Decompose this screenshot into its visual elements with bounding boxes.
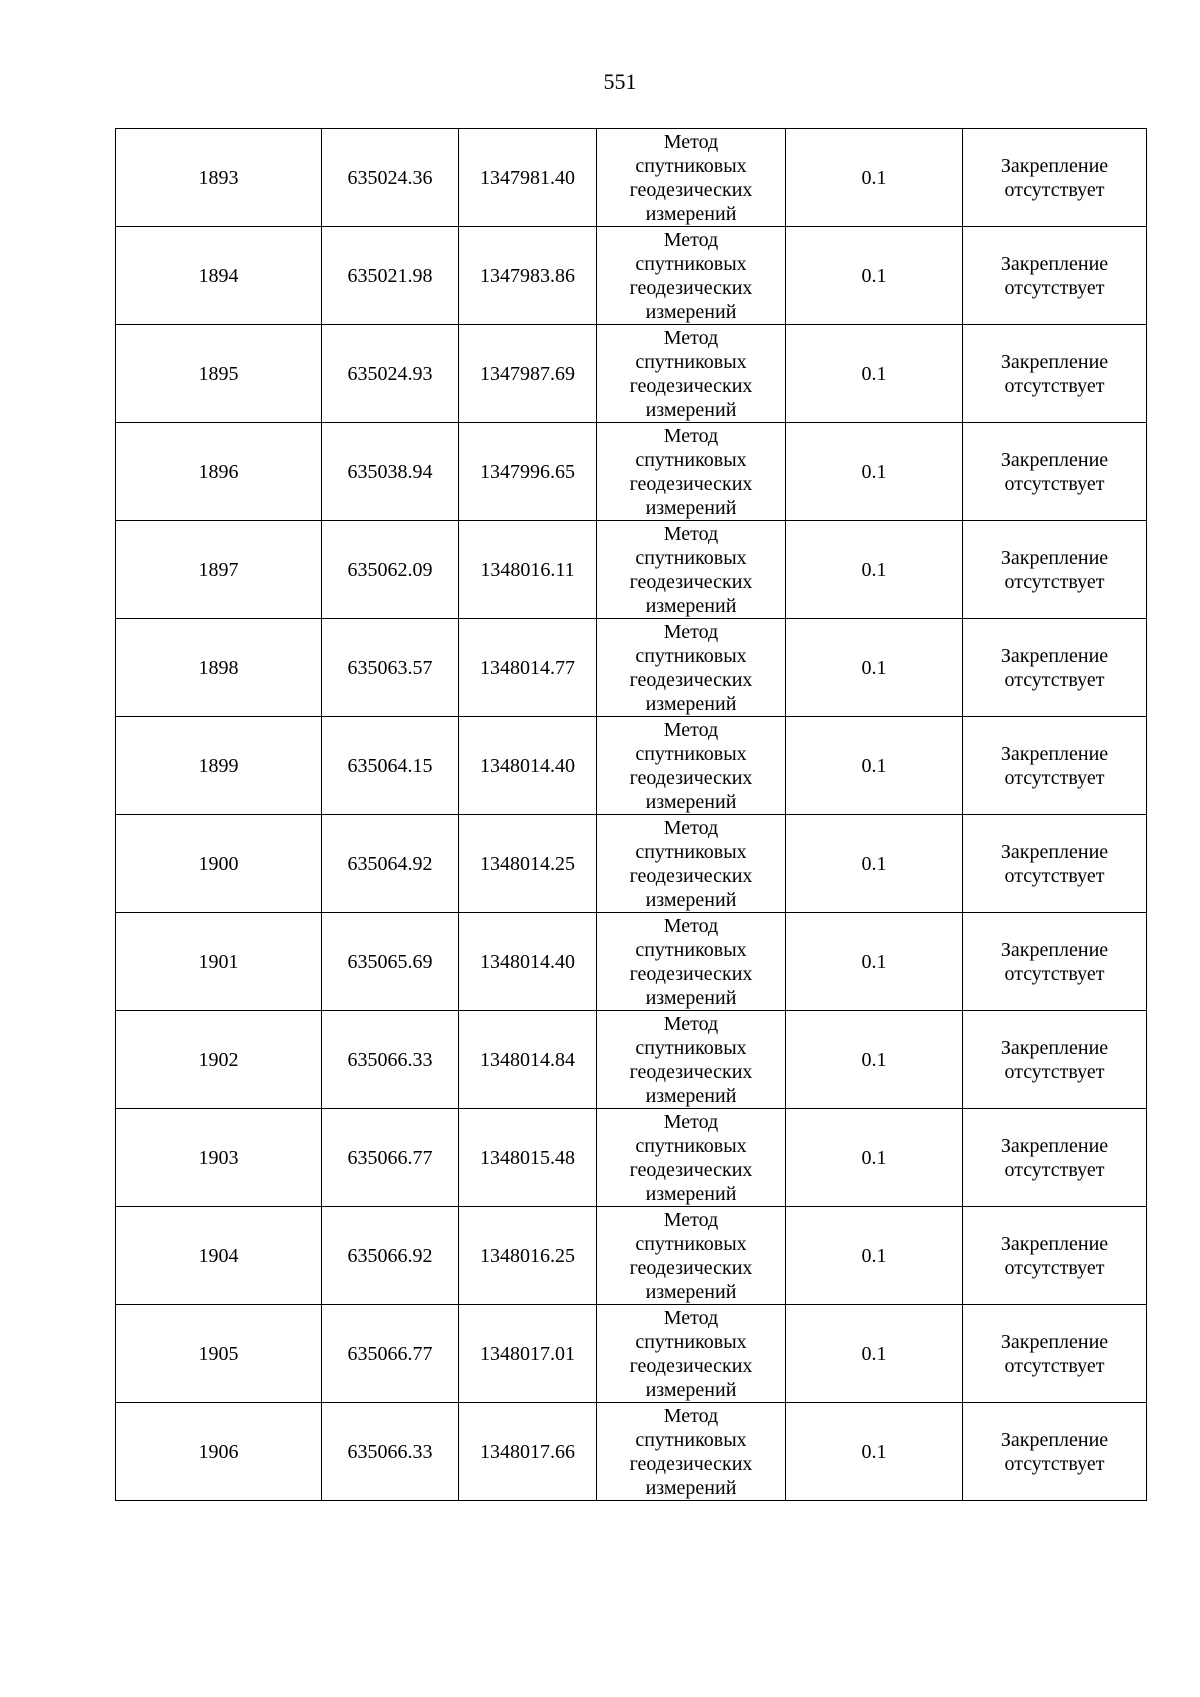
x-coordinate-cell: 635065.69 <box>322 913 459 1011</box>
method-line: измерений <box>645 888 737 911</box>
method-line: спутниковых <box>635 1232 747 1255</box>
table-row <box>116 1207 1147 1305</box>
method-line: геодезических <box>629 668 753 691</box>
method-line: геодезических <box>629 1354 753 1377</box>
table-row <box>116 1011 1147 1109</box>
method-line: спутниковых <box>635 1428 747 1451</box>
method-line: измерений <box>645 790 737 813</box>
method-line: геодезических <box>629 1256 753 1279</box>
accuracy-cell: 0.1 <box>786 129 963 227</box>
method-line: Метод <box>663 1404 719 1427</box>
method-line: Метод <box>663 1306 719 1329</box>
fixing-description-cell: Закрепление отсутствует <box>963 227 1147 325</box>
accuracy-cell: 0.1 <box>786 815 963 913</box>
accuracy-cell: 0.1 <box>786 913 963 1011</box>
method-line: геодезических <box>629 766 753 789</box>
accuracy-cell: 0.1 <box>786 521 963 619</box>
point-number-cell: 1897 <box>116 521 322 619</box>
point-number-cell: 1900 <box>116 815 322 913</box>
method-line: спутниковых <box>635 644 747 667</box>
point-number-cell: 1893 <box>116 129 322 227</box>
accuracy-cell: 0.1 <box>786 619 963 717</box>
method-line: Метод <box>663 522 719 545</box>
method-line: геодезических <box>629 570 753 593</box>
y-coordinate-cell: 1348014.25 <box>459 815 597 913</box>
method-cell <box>597 619 786 717</box>
method-line: измерений <box>645 496 737 519</box>
fixing-description-cell: Закрепление отсутствует <box>963 1305 1147 1403</box>
fixing-description-cell: Закрепление отсутствует <box>963 423 1147 521</box>
method-line: Метод <box>663 1012 719 1035</box>
method-line: спутниковых <box>635 252 747 275</box>
method-line: спутниковых <box>635 1134 747 1157</box>
point-number-cell: 1898 <box>116 619 322 717</box>
method-cell <box>597 325 786 423</box>
method-line: измерений <box>645 398 737 421</box>
table-row <box>116 619 1147 717</box>
table-body <box>116 129 1147 1501</box>
method-line: измерений <box>645 300 737 323</box>
y-coordinate-cell: 1347983.86 <box>459 227 597 325</box>
method-line: спутниковых <box>635 448 747 471</box>
method-cell <box>597 1207 786 1305</box>
fixing-description-cell: Закрепление отсутствует <box>963 1403 1147 1501</box>
accuracy-cell: 0.1 <box>786 325 963 423</box>
method-line: Метод <box>663 130 719 153</box>
fixing-description-cell: Закрепление отсутствует <box>963 129 1147 227</box>
method-line: геодезических <box>629 178 753 201</box>
point-number-cell: 1904 <box>116 1207 322 1305</box>
x-coordinate-cell: 635038.94 <box>322 423 459 521</box>
accuracy-cell: 0.1 <box>786 1305 963 1403</box>
method-cell <box>597 815 786 913</box>
point-number-cell: 1905 <box>116 1305 322 1403</box>
x-coordinate-cell: 635066.92 <box>322 1207 459 1305</box>
x-coordinate-cell: 635066.33 <box>322 1011 459 1109</box>
y-coordinate-cell: 1348014.84 <box>459 1011 597 1109</box>
accuracy-cell: 0.1 <box>786 1011 963 1109</box>
point-number-cell: 1902 <box>116 1011 322 1109</box>
table-row <box>116 521 1147 619</box>
method-line: Метод <box>663 228 719 251</box>
method-line: спутниковых <box>635 1330 747 1353</box>
accuracy-cell: 0.1 <box>786 717 963 815</box>
x-coordinate-cell: 635066.77 <box>322 1305 459 1403</box>
method-line: геодезических <box>629 1452 753 1475</box>
x-coordinate-cell: 635064.92 <box>322 815 459 913</box>
table-row <box>116 227 1147 325</box>
x-coordinate-cell: 635066.33 <box>322 1403 459 1501</box>
method-line: Метод <box>663 718 719 741</box>
method-line: Метод <box>663 914 719 937</box>
y-coordinate-cell: 1348014.77 <box>459 619 597 717</box>
table-row <box>116 913 1147 1011</box>
method-line: измерений <box>645 986 737 1009</box>
table-row <box>116 717 1147 815</box>
y-coordinate-cell: 1348016.25 <box>459 1207 597 1305</box>
y-coordinate-cell: 1347981.40 <box>459 129 597 227</box>
method-line: геодезических <box>629 276 753 299</box>
page-number: 551 <box>603 69 637 94</box>
point-number-cell: 1903 <box>116 1109 322 1207</box>
method-line: геодезических <box>629 864 753 887</box>
x-coordinate-cell: 635062.09 <box>322 521 459 619</box>
fixing-description-cell: Закрепление отсутствует <box>963 1011 1147 1109</box>
table-row <box>116 423 1147 521</box>
method-line: Метод <box>663 1110 719 1133</box>
y-coordinate-cell: 1348017.01 <box>459 1305 597 1403</box>
method-line: спутниковых <box>635 840 747 863</box>
table-row <box>116 815 1147 913</box>
method-line: Метод <box>663 816 719 839</box>
method-line: Метод <box>663 424 719 447</box>
method-line: Метод <box>663 1208 719 1231</box>
x-coordinate-cell: 635063.57 <box>322 619 459 717</box>
y-coordinate-cell: 1348015.48 <box>459 1109 597 1207</box>
fixing-description-cell: Закрепление отсутствует <box>963 815 1147 913</box>
x-coordinate-cell: 635024.36 <box>322 129 459 227</box>
method-line: спутниковых <box>635 546 747 569</box>
table-row <box>116 1403 1147 1501</box>
method-line: геодезических <box>629 1060 753 1083</box>
fixing-description-cell: Закрепление отсутствует <box>963 1109 1147 1207</box>
method-line: спутниковых <box>635 938 747 961</box>
method-line: измерений <box>645 1378 737 1401</box>
y-coordinate-cell: 1348014.40 <box>459 913 597 1011</box>
point-number-cell: 1894 <box>116 227 322 325</box>
point-number-cell: 1906 <box>116 1403 322 1501</box>
y-coordinate-cell: 1348017.66 <box>459 1403 597 1501</box>
table-row <box>116 325 1147 423</box>
x-coordinate-cell: 635024.93 <box>322 325 459 423</box>
y-coordinate-cell: 1347987.69 <box>459 325 597 423</box>
method-line: измерений <box>645 1182 737 1205</box>
method-cell <box>597 913 786 1011</box>
y-coordinate-cell: 1348016.11 <box>459 521 597 619</box>
fixing-description-cell: Закрепление отсутствует <box>963 717 1147 815</box>
method-line: измерений <box>645 1084 737 1107</box>
method-line: спутниковых <box>635 154 747 177</box>
coordinates-table <box>115 128 1147 1501</box>
method-cell <box>597 129 786 227</box>
method-cell <box>597 717 786 815</box>
method-cell <box>597 1011 786 1109</box>
method-line: геодезических <box>629 962 753 985</box>
method-line: Метод <box>663 620 719 643</box>
y-coordinate-cell: 1347996.65 <box>459 423 597 521</box>
method-line: геодезических <box>629 1158 753 1181</box>
method-line: измерений <box>645 1476 737 1499</box>
fixing-description-cell: Закрепление отсутствует <box>963 1207 1147 1305</box>
method-line: измерений <box>645 202 737 225</box>
method-line: спутниковых <box>635 350 747 373</box>
method-line: Метод <box>663 326 719 349</box>
method-line: геодезических <box>629 472 753 495</box>
table-row <box>116 1305 1147 1403</box>
method-cell <box>597 423 786 521</box>
method-cell <box>597 1109 786 1207</box>
accuracy-cell: 0.1 <box>786 1207 963 1305</box>
method-line: измерений <box>645 1280 737 1303</box>
method-line: спутниковых <box>635 1036 747 1059</box>
fixing-description-cell: Закрепление отсутствует <box>963 619 1147 717</box>
x-coordinate-cell: 635066.77 <box>322 1109 459 1207</box>
accuracy-cell: 0.1 <box>786 227 963 325</box>
x-coordinate-cell: 635064.15 <box>322 717 459 815</box>
method-line: геодезических <box>629 374 753 397</box>
point-number-cell: 1896 <box>116 423 322 521</box>
method-line: спутниковых <box>635 742 747 765</box>
method-cell <box>597 227 786 325</box>
fixing-description-cell: Закрепление отсутствует <box>963 325 1147 423</box>
point-number-cell: 1899 <box>116 717 322 815</box>
method-cell <box>597 1305 786 1403</box>
method-cell <box>597 1403 786 1501</box>
x-coordinate-cell: 635021.98 <box>322 227 459 325</box>
method-cell <box>597 521 786 619</box>
fixing-description-cell: Закрепление отсутствует <box>963 913 1147 1011</box>
table-row <box>116 129 1147 227</box>
table-row <box>116 1109 1147 1207</box>
accuracy-cell: 0.1 <box>786 423 963 521</box>
accuracy-cell: 0.1 <box>786 1403 963 1501</box>
method-line: измерений <box>645 692 737 715</box>
accuracy-cell: 0.1 <box>786 1109 963 1207</box>
y-coordinate-cell: 1348014.40 <box>459 717 597 815</box>
point-number-cell: 1895 <box>116 325 322 423</box>
point-number-cell: 1901 <box>116 913 322 1011</box>
fixing-description-cell: Закрепление отсутствует <box>963 521 1147 619</box>
method-line: измерений <box>645 594 737 617</box>
